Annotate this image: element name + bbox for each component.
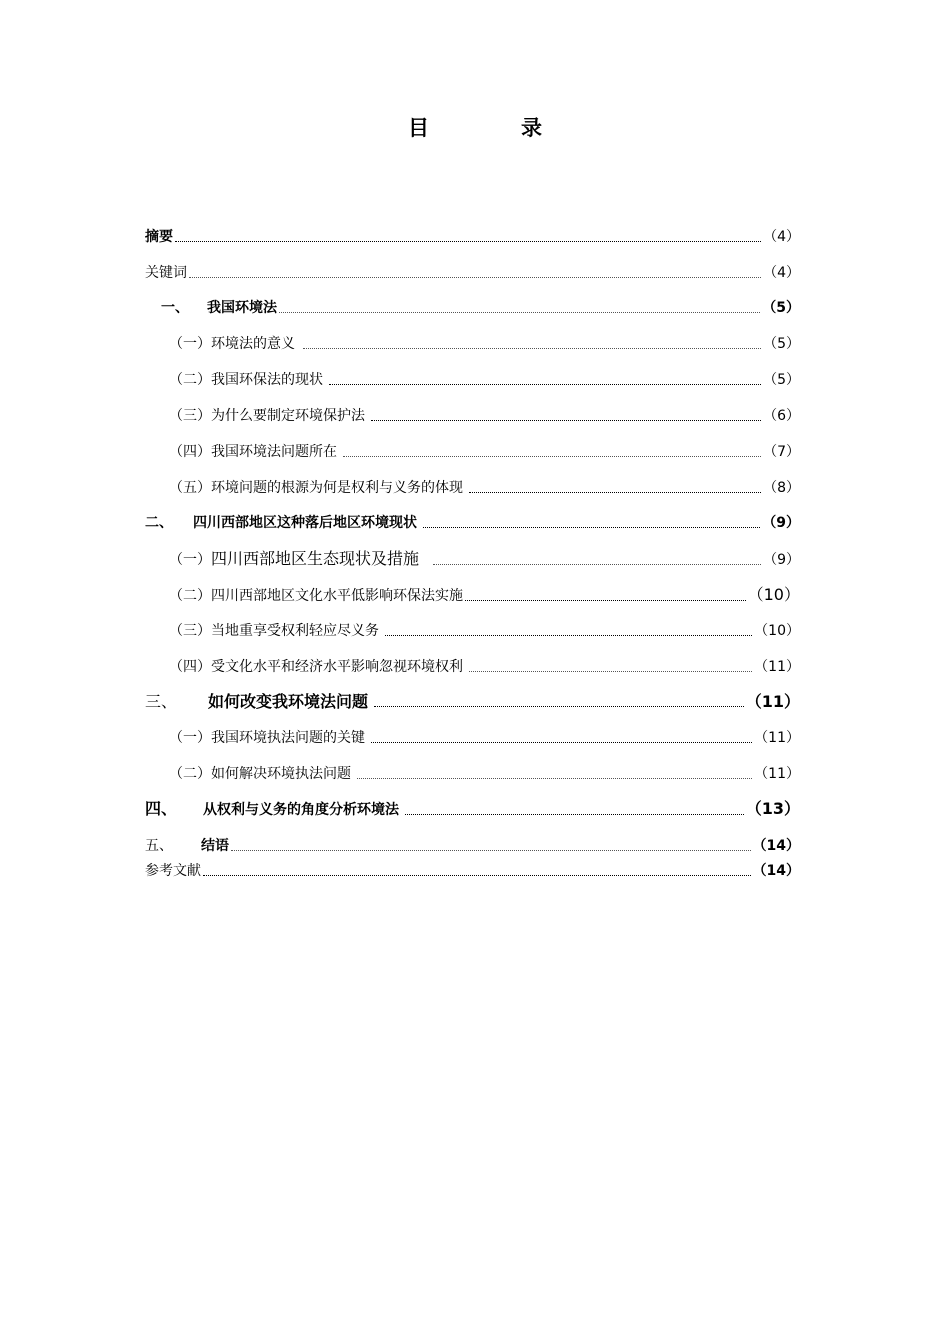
- toc-entry-2-3[interactable]: [145, 621, 800, 641]
- title-char-2: 录: [521, 116, 542, 140]
- toc-entry-1-1[interactable]: [145, 334, 800, 354]
- toc-number: 一、: [161, 300, 189, 316]
- toc-label: （三）为什么要制定环境保护法: [169, 408, 365, 424]
- toc-number: 四、: [145, 799, 178, 818]
- toc-page: （13）: [745, 799, 800, 818]
- toc-label: 参考文献: [145, 863, 201, 879]
- toc-number: 五、: [145, 838, 173, 854]
- toc-label: 结语: [201, 838, 229, 854]
- toc-label: 四川西部地区生态现状及措施: [211, 549, 420, 568]
- toc-label: （四）我国环境法问题所在: [169, 444, 337, 460]
- toc-label: 从权利与义务的角度分析环境法: [203, 802, 399, 818]
- toc-label: （一）环境法的意义: [169, 336, 295, 352]
- toc-page: （14）: [752, 863, 800, 879]
- toc-entry-section-1[interactable]: [145, 298, 800, 318]
- toc-entry-references[interactable]: [145, 861, 800, 881]
- toc-page: （4）: [763, 229, 800, 245]
- toc-number: 三、: [145, 692, 178, 711]
- toc-page: （5）: [763, 372, 800, 388]
- toc-label: 摘要: [145, 229, 173, 245]
- toc-entry-3-1[interactable]: [145, 728, 800, 748]
- toc-page: （9）: [762, 515, 800, 531]
- toc-label: （二）我国环保法的现状: [169, 372, 323, 388]
- toc-entry-1-3[interactable]: [145, 406, 800, 426]
- toc-page: （11）: [754, 766, 800, 782]
- toc-label: 四川西部地区这种落后地区环境现状: [193, 515, 417, 531]
- page-title: [0, 112, 950, 142]
- toc-page: （9）: [763, 552, 800, 568]
- toc-entry-2-2[interactable]: [145, 585, 800, 606]
- toc-entry-1-4[interactable]: [145, 442, 800, 462]
- toc-entry-keywords[interactable]: [145, 263, 800, 283]
- toc-page: （6）: [763, 408, 800, 424]
- toc-page: （11）: [745, 692, 800, 711]
- toc-label: （一）我国环境执法问题的关键: [169, 730, 365, 746]
- toc-page: （10）: [754, 623, 800, 639]
- title-char-1: 目: [408, 116, 429, 140]
- toc-label: 我国环境法: [207, 300, 277, 316]
- toc-page: （11）: [754, 659, 800, 675]
- toc-entry-1-2[interactable]: [145, 370, 800, 390]
- toc-label: （四）受文化水平和经济水平影响忽视环境权利: [169, 659, 463, 675]
- toc-page: （10）: [747, 585, 800, 604]
- toc-label: （二）如何解决环境执法问题: [169, 766, 351, 782]
- toc-label: 关键词: [145, 265, 187, 281]
- toc-page: （5）: [762, 300, 800, 316]
- toc-page: （4）: [763, 265, 800, 281]
- toc-entry-3-2[interactable]: [145, 764, 800, 784]
- toc-entry-section-4[interactable]: [145, 799, 800, 820]
- toc-page: （11）: [754, 730, 800, 746]
- toc-entry-abstract[interactable]: [145, 227, 800, 247]
- toc-label: 如何改变我环境法问题: [208, 692, 369, 711]
- toc-number: 二、: [145, 515, 173, 531]
- toc-entry-section-5[interactable]: [145, 836, 800, 856]
- toc-label: （三）当地重享受权利轻应尽义务: [169, 623, 379, 639]
- toc-entry-1-5[interactable]: [145, 478, 800, 498]
- toc-entry-section-3[interactable]: [145, 692, 800, 712]
- toc-entry-2-1[interactable]: [145, 549, 800, 570]
- toc-entry-section-2[interactable]: [145, 513, 800, 533]
- toc-page: （8）: [763, 480, 800, 496]
- toc-entry-2-4[interactable]: [145, 657, 800, 677]
- toc-page: （5）: [763, 336, 800, 352]
- toc-page: （7）: [763, 444, 800, 460]
- toc-label: （二）四川西部地区文化水平低影响环保法实施: [169, 588, 463, 604]
- toc-prefix: （一）: [169, 552, 211, 568]
- toc-label: （五）环境问题的根源为何是权利与义务的体现: [169, 480, 463, 496]
- toc-page: （14）: [752, 838, 800, 854]
